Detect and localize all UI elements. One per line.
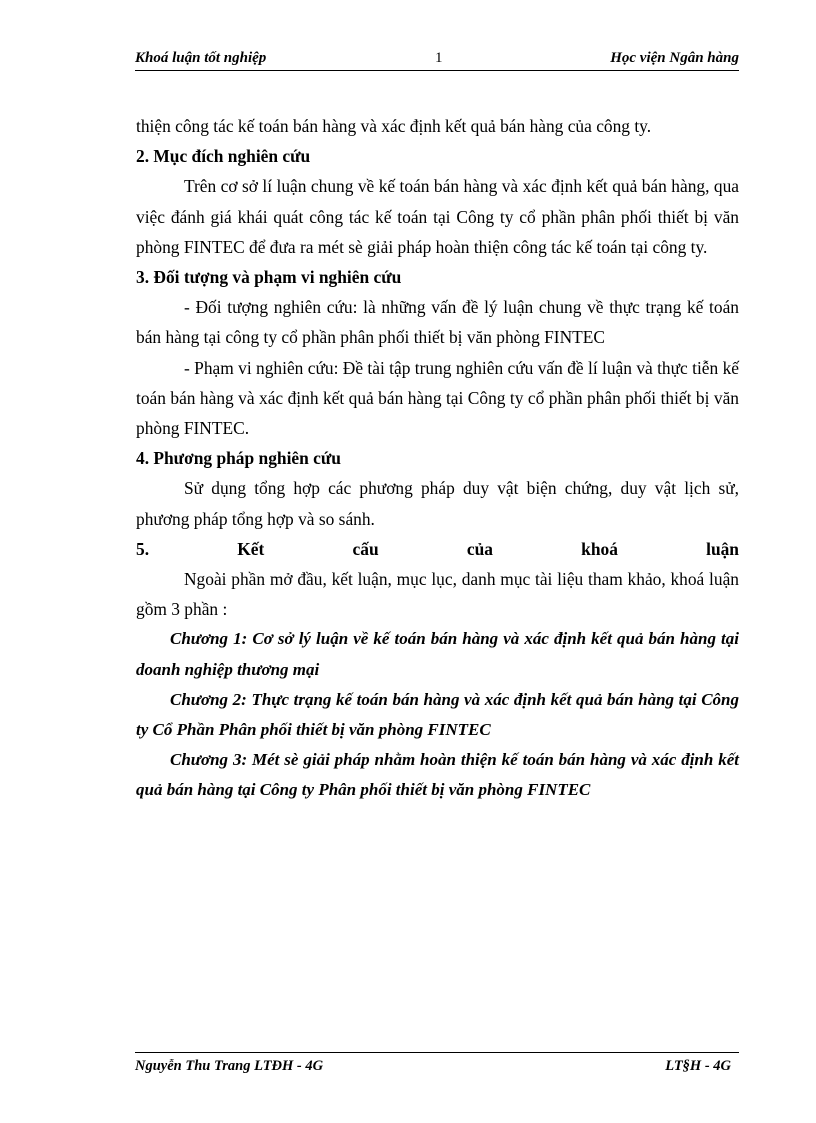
section-5-word: luận <box>706 538 739 559</box>
section-2-heading: 2. Mục đích nghiên cứu <box>136 146 311 167</box>
footer-rule <box>135 1052 739 1053</box>
section-5-word: cấu <box>352 538 379 559</box>
chapter-2-line: Chương 2: Thực trạng kế toán bán hàng và xác định kết quả bán hàng tại Công ty Cổ Phần Phân phối thiết bị văn phòng FINTEC <box>136 689 739 740</box>
intro-line: thiện công tác kế toán bán hàng và xác định kết quả bán hàng của công ty. <box>136 116 652 136</box>
section-5-word: khoá <box>581 538 618 559</box>
section-5-heading <box>136 534 739 564</box>
section-5-word: 5. <box>136 538 150 559</box>
section-4-paragraph: Sử dụng tổng hợp các phương pháp duy vật biện chứng, duy vật lịch sử, phương pháp tổng hợp và so sánh. <box>136 478 739 529</box>
section-3-heading: 3. Đối tượng và phạm vi nghiên cứu <box>136 267 402 288</box>
footer-class-code: LT§H - 4G <box>665 1058 731 1074</box>
section-2-paragraph: Trên cơ sở lí luận chung về kế toán bán hàng và xác định kết quả bán hàng, qua việc đánh giá khái quát công tác kế toán tại Công ty cổ phần phân phối thiết bị văn phòng FINTEC để đưa ra mét sè giải pháp hoàn thiện công tác kế toán tại công ty. <box>136 176 739 257</box>
page-header <box>135 48 739 70</box>
header-institution: Học viện Ngân hàng <box>610 50 739 66</box>
footer-author: Nguyễn Thu Trang LTĐH - 4G <box>135 1058 324 1074</box>
section-5-word: Kết <box>237 538 265 559</box>
section-3-paragraph-a: - Đối tượng nghiên cứu: là những vấn đề lý luận chung về thực trạng kế toán bán hàng tại công ty cổ phần phân phối thiết bị văn phòng FINTEC <box>136 297 739 348</box>
document-body <box>136 111 739 806</box>
chapter-3-line: Chương 3: Mét sè giải pháp nhằm hoàn thiện kế toán bán hàng và xác định kết quả bán hàng tại Công ty Phân phối thiết bị văn phòng FINTEC <box>136 750 739 800</box>
header-page-number: 1 <box>435 50 443 66</box>
header-thesis-title: Khoá luận tốt nghiệp <box>135 50 267 66</box>
chapter-1-line: Chương 1: Cơ sở lý luận về kế toán bán hàng và xác định kết quả bán hàng tại doanh nghiệp thương mại <box>136 629 739 679</box>
section-4-heading: 4. Phương pháp nghiên cứu <box>136 448 341 469</box>
section-5-paragraph: Ngoài phần mở đầu, kết luận, mục lục, danh mục tài liệu tham khảo, khoá luận gồm 3 phần : <box>136 569 739 620</box>
header-rule <box>135 70 739 71</box>
section-3-paragraph-b: - Phạm vi nghiên cứu: Đề tài tập trung nghiên cứu vấn đề lí luận và thực tiễn kế toán bán hàng và xác định kết quả bán hàng tại Công ty cổ phần phân phối thiết bị văn phòng FINTEC. <box>136 357 739 439</box>
section-5-word: của <box>466 538 493 559</box>
